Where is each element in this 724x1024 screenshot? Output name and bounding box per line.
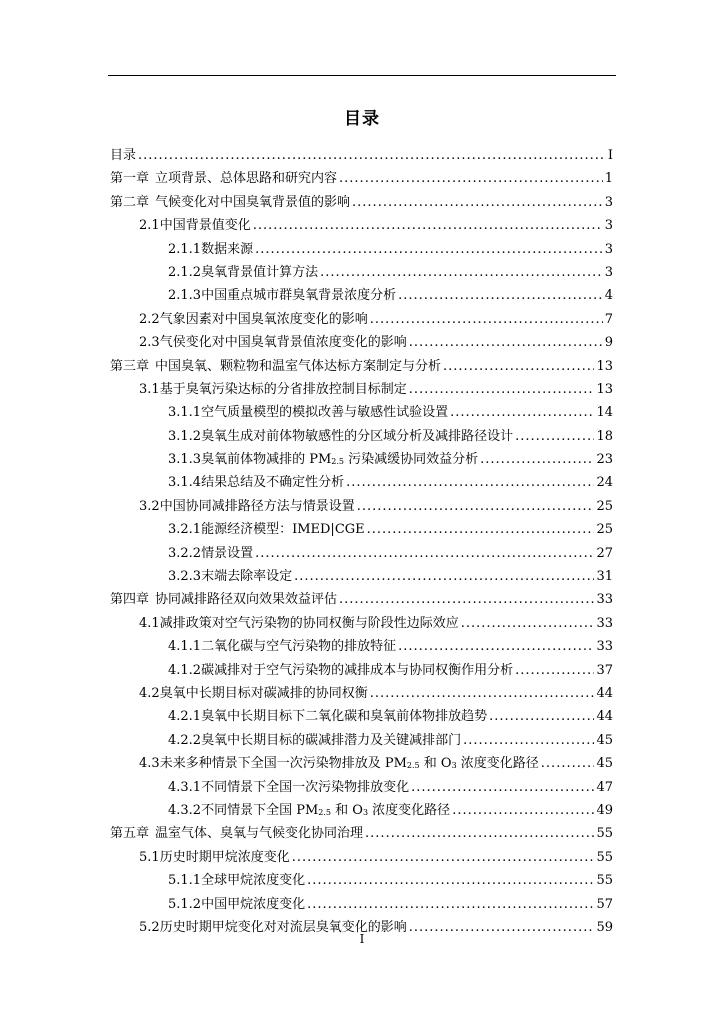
toc-entry-title: 目录 — [110, 148, 137, 163]
toc-entry-number: 第四章 — [110, 592, 150, 608]
dot-leader — [515, 663, 594, 678]
toc-entry[interactable] — [110, 893, 613, 916]
dot-leader — [450, 405, 594, 420]
toc-entry-number: 3.2.1 — [168, 522, 202, 538]
toc-entry-page: I — [607, 148, 613, 163]
toc-entry-title: 气候变化对中国臭氧背景值的影响 — [155, 194, 351, 210]
toc-entry-number: 4.1.1 — [168, 639, 202, 655]
toc-entry-page: 27 — [596, 545, 613, 561]
dot-leader — [255, 546, 594, 561]
toc-entry[interactable] — [110, 471, 613, 494]
toc-entry-number: 3.1.2 — [168, 428, 202, 444]
toc-entry[interactable] — [110, 799, 613, 822]
toc-entry[interactable] — [110, 355, 613, 378]
title-fragment: 臭氧前体物减排的 PM — [201, 452, 332, 468]
toc-entry-number: 3.1.3 — [168, 452, 202, 468]
toc-entry[interactable] — [110, 518, 613, 541]
dot-leader — [320, 265, 603, 280]
toc-entry[interactable] — [110, 214, 613, 237]
toc-entry[interactable] — [110, 542, 613, 565]
toc-entry-number: 5.1.2 — [168, 896, 202, 912]
subscript-text: 3 — [451, 761, 457, 771]
toc-entry-number: 第三章 — [110, 358, 150, 374]
toc-entry-number: 第二章 — [110, 194, 150, 210]
toc-entry[interactable] — [110, 776, 613, 799]
dot-leader — [411, 780, 594, 795]
toc-entry-number: 5.2 — [139, 919, 160, 935]
toc-entry-title: 全球甲烷浓度变化 — [201, 873, 306, 889]
toc-entry[interactable] — [110, 284, 613, 307]
title-fragment: 未来多种情景下全国一次污染物排放及 PM — [159, 756, 407, 772]
toc-entry-page: 24 — [596, 475, 613, 491]
toc-entry-title: 能源经济模型：IMED|CGE — [201, 522, 365, 538]
toc-entry-number: 4.1.2 — [168, 662, 202, 678]
dot-leader — [541, 756, 595, 771]
subscript-text: 3 — [362, 807, 369, 817]
toc-entry-title: 臭氧中长期目标对碳减排的协同权衡 — [159, 685, 368, 701]
dot-leader — [138, 148, 606, 163]
toc-entry-title: 减排政策对空气污染物的协同权衡与阶段性边际效应 — [159, 615, 459, 631]
toc-entry-page: 3 — [604, 241, 613, 257]
toc-entry-number: 第一章 — [110, 171, 150, 187]
dot-leader — [370, 312, 603, 327]
toc-entry-title: 情景设置 — [201, 545, 254, 561]
toc-entry[interactable] — [110, 659, 613, 682]
toc-entry-title: 历史时期甲烷变化对对流层臭氧变化的影响 — [159, 919, 407, 935]
toc-entry-number: 第五章 — [110, 826, 150, 842]
dot-leader — [365, 826, 594, 841]
toc-entry-title: 臭氧生成对前体物敏感性的分区域分析及减排路径设计 — [201, 428, 514, 444]
toc-entry-page: 33 — [596, 639, 613, 655]
toc-entry[interactable] — [110, 144, 613, 167]
toc-entry-page: 3 — [604, 264, 613, 280]
toc-entry-number: 4.3 — [139, 756, 160, 772]
toc-entry[interactable] — [110, 612, 613, 635]
title-fragment: 和 O — [331, 802, 363, 818]
toc-entry-title: 立项背景、总体思路和研究内容 — [155, 171, 338, 187]
toc-entry[interactable] — [110, 495, 613, 518]
toc-entry[interactable] — [110, 167, 613, 190]
dot-leader — [515, 429, 594, 444]
toc-entry-title: 中国背景值变化 — [159, 218, 251, 234]
dot-leader — [409, 335, 603, 350]
toc-entry[interactable] — [110, 682, 613, 705]
toc-entry-title: 二氧化碳与空气污染物的排放特征 — [201, 639, 397, 655]
toc-entry-number: 5.1.1 — [168, 873, 202, 889]
toc-entry-page: 49 — [596, 802, 613, 818]
table-of-contents — [110, 144, 613, 939]
toc-entry-page: 25 — [596, 498, 613, 514]
toc-entry-title — [160, 752, 539, 771]
toc-entry[interactable] — [110, 729, 613, 752]
toc-entry[interactable] — [110, 401, 613, 424]
title-fragment: 不同情景下全国 PM — [201, 802, 319, 818]
toc-entry-number: 3.2 — [139, 498, 160, 514]
toc-entry-page: 9 — [604, 335, 613, 351]
toc-entry-number: 2.1.3 — [168, 288, 202, 304]
toc-entry-number: 3.1.4 — [168, 475, 202, 491]
dot-leader — [346, 475, 594, 490]
dot-leader — [307, 897, 594, 912]
title-fragment: 污染减缓协同效益分析 — [344, 452, 479, 468]
dot-leader — [452, 803, 594, 818]
toc-entry-page: 1 — [604, 171, 613, 187]
toc-entry[interactable] — [110, 752, 613, 775]
toc-entry-number: 4.3.1 — [168, 779, 202, 795]
toc-entry-page: 47 — [596, 779, 613, 795]
toc-entry-title: 数据来源 — [201, 241, 254, 257]
subscript-text: 2.5 — [406, 761, 420, 771]
toc-entry-page: 23 — [596, 452, 613, 468]
toc-entry[interactable] — [110, 705, 613, 728]
page-title: 目录 — [344, 109, 380, 129]
title-fragment: 和 O — [419, 756, 452, 772]
title-fragment: 浓度变化路径 — [368, 802, 451, 818]
toc-entry-number: 3.2.2 — [168, 545, 202, 561]
toc-entry[interactable] — [110, 261, 613, 284]
toc-entry[interactable] — [110, 238, 613, 261]
toc-entry-title: 气侯变化对中国臭氧背景值浓度变化的影响 — [159, 335, 407, 351]
toc-entry-page: 59 — [596, 919, 613, 935]
dot-leader — [463, 733, 594, 748]
toc-entry-page: 31 — [596, 569, 613, 585]
toc-entry-number: 2.1 — [139, 218, 160, 234]
dot-leader — [367, 522, 595, 537]
toc-entry-page: 3 — [604, 218, 613, 234]
toc-entry-title: 中国甲烷浓度变化 — [201, 896, 306, 912]
toc-entry-title: 中国重点城市群臭氧背景浓度分析 — [201, 288, 397, 304]
toc-entry-number: 2.2 — [139, 311, 160, 327]
dot-leader — [398, 288, 603, 303]
toc-entry-page: 33 — [596, 615, 613, 631]
dot-leader — [443, 359, 594, 374]
toc-entry[interactable] — [110, 331, 613, 354]
toc-entry-page: 25 — [596, 522, 613, 538]
toc-entry-page: 14 — [596, 405, 613, 421]
dot-leader — [398, 639, 594, 654]
toc-entry-title — [201, 799, 450, 818]
header-rule — [108, 75, 616, 76]
toc-entry-page: 18 — [596, 428, 613, 444]
toc-entry[interactable] — [110, 869, 613, 892]
title-fragment: 浓度变化路径 — [456, 756, 539, 772]
toc-entry[interactable] — [110, 846, 613, 869]
dot-leader — [255, 242, 603, 257]
toc-entry-title: 中国协同减排路径方法与情景设置 — [159, 498, 355, 514]
toc-entry-title: 臭氧背景值计算方法 — [201, 264, 319, 280]
dot-leader — [307, 873, 594, 888]
toc-entry-page: 33 — [596, 592, 613, 608]
toc-entry-number: 4.2.2 — [168, 732, 202, 748]
page-number: I — [359, 932, 365, 946]
toc-entry[interactable] — [110, 822, 613, 845]
toc-entry-title — [201, 448, 478, 467]
toc-entry-number: 3.1 — [139, 381, 160, 397]
toc-entry-number: 4.2 — [139, 685, 160, 701]
toc-entry-page: 45 — [596, 756, 613, 772]
dot-leader — [339, 592, 594, 607]
toc-entry-number: 3.1.1 — [168, 405, 202, 421]
toc-entry[interactable] — [110, 308, 613, 331]
toc-entry-page: 7 — [604, 311, 613, 327]
toc-entry-title: 温室气体、臭氧与气候变化协同治理 — [155, 826, 364, 842]
toc-entry-title: 空气质量模型的模拟改善与敏感性试验设置 — [201, 405, 449, 421]
toc-entry-page: 13 — [596, 381, 613, 397]
toc-entry-number: 2.3 — [139, 335, 160, 351]
toc-entry[interactable] — [110, 588, 613, 611]
subscript-text: 2.5 — [331, 457, 345, 467]
toc-entry-number: 2.1.2 — [168, 264, 202, 280]
dot-leader — [292, 850, 595, 865]
dot-leader — [357, 499, 595, 514]
toc-entry[interactable] — [110, 635, 613, 658]
toc-entry-page: 57 — [596, 896, 613, 912]
toc-entry-page: 55 — [596, 873, 613, 889]
toc-entry-title: 臭氧中长期目标的碳减排潜力及关键减排部门 — [201, 732, 462, 748]
toc-entry-title: 末端去除率设定 — [201, 569, 293, 585]
toc-entry-title: 基于臭氧污染达标的分省排放控制目标制定 — [159, 381, 407, 397]
toc-entry-title: 中国臭氧、颗粒物和温室气体达标方案制定与分析 — [155, 358, 442, 374]
toc-entry-page: 3 — [604, 194, 613, 210]
toc-entry-page: 37 — [596, 662, 613, 678]
toc-entry-page: 55 — [596, 826, 613, 842]
toc-entry[interactable] — [110, 448, 613, 471]
toc-entry-title: 结果总结及不确定性分析 — [201, 475, 345, 491]
dot-leader — [489, 709, 594, 724]
dot-leader — [294, 569, 594, 584]
toc-entry-number: 4.1 — [139, 615, 160, 631]
dot-leader — [409, 382, 595, 397]
toc-entry[interactable] — [110, 191, 613, 214]
toc-entry-number: 4.2.1 — [168, 709, 202, 725]
toc-entry-title: 协同减排路径双向效果效益评估 — [155, 592, 338, 608]
toc-entry-page: 44 — [596, 685, 613, 701]
dot-leader — [253, 218, 603, 233]
toc-entry[interactable] — [110, 565, 613, 588]
toc-entry-page: 13 — [596, 358, 613, 374]
toc-entry-number: 4.3.2 — [168, 802, 202, 818]
toc-entry-number: 2.1.1 — [168, 241, 202, 257]
dot-leader — [370, 686, 595, 701]
subscript-text: 2.5 — [318, 807, 332, 817]
toc-entry-title: 不同情景下全国一次污染物排放变化 — [201, 779, 410, 795]
dot-leader — [461, 616, 595, 631]
toc-entry-number: 5.1 — [139, 849, 160, 865]
toc-entry-title: 气象因素对中国臭氧浓度变化的影响 — [159, 311, 368, 327]
toc-entry-page: 55 — [596, 849, 613, 865]
dot-leader — [339, 171, 603, 186]
toc-entry[interactable] — [110, 378, 613, 401]
dot-leader — [480, 452, 594, 467]
toc-entry[interactable] — [110, 425, 613, 448]
toc-entry-page: 44 — [596, 709, 613, 725]
toc-entry-page: 4 — [604, 288, 613, 304]
toc-entry-title: 碳减排对于空气污染物的减排成本与协同权衡作用分析 — [201, 662, 514, 678]
dot-leader — [352, 195, 603, 210]
toc-entry-page: 45 — [596, 732, 613, 748]
toc-entry-title: 臭氧中长期目标下二氧化碳和臭氧前体物排放趋势 — [201, 709, 488, 725]
toc-entry-title: 历史时期甲烷浓度变化 — [159, 849, 290, 865]
toc-entry-number: 3.2.3 — [168, 569, 202, 585]
